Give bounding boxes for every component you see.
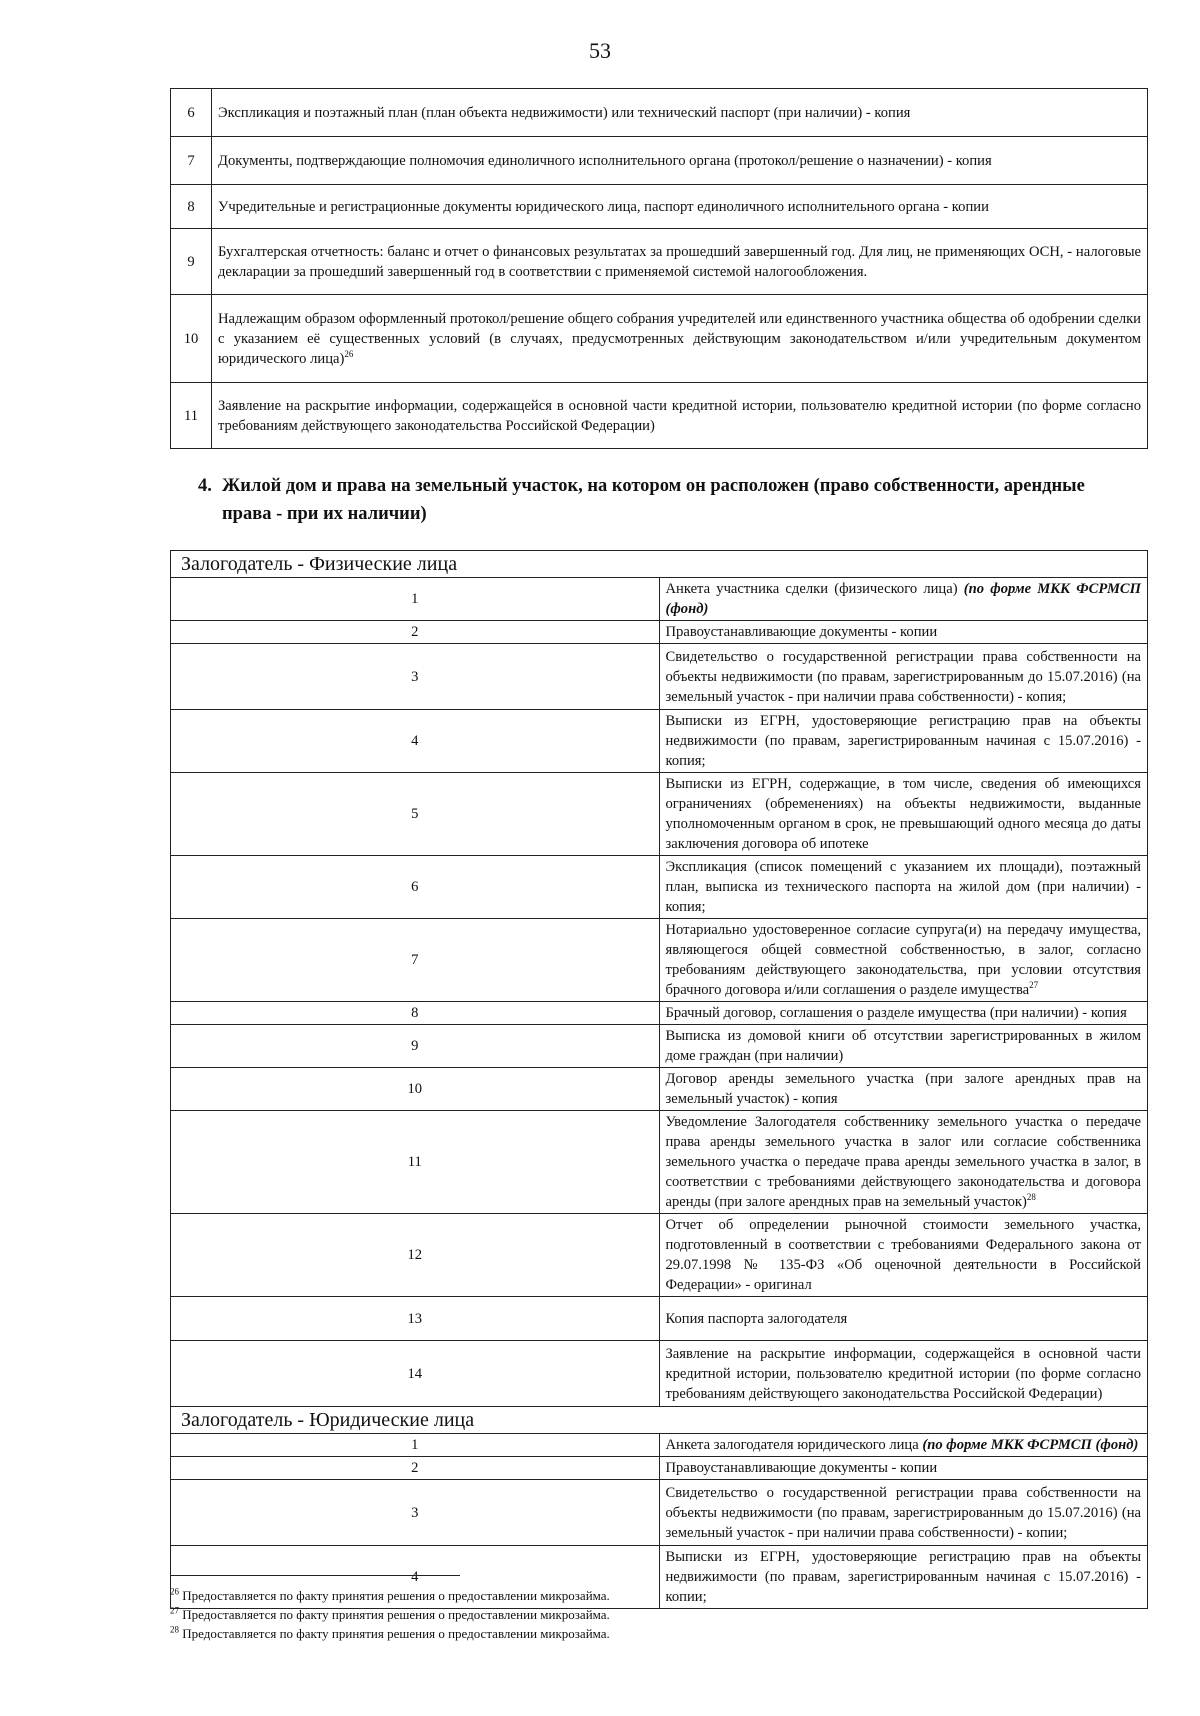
row-text: Договор аренды земельного участка (при залоге арендных прав на земельный участок) - копия: [665, 1071, 1141, 1107]
row-text-cell: [659, 1297, 1148, 1341]
row-text-cell: [212, 229, 1148, 295]
row-text: Брачный договор, соглашения о разделе имущества (при наличии) - копия: [665, 1005, 1127, 1021]
row-text: Бухгалтерская отчетность: баланс и отчет о финансовых результатах за прошедший завершенный год. Для лиц, не применяющих ОСН, - налоговые декларации за прошедший завершенный год в соответствии с применяемой системой налогообложения.: [218, 243, 1141, 280]
row-text: Выписки из ЕГРН, удостоверяющие регистрацию прав на объекты недвижимости (по правам, зарегистрированным начиная с 15.07.2016) - копия;: [665, 713, 1141, 769]
page-number: 53: [589, 38, 611, 63]
table-row: [171, 1341, 1148, 1407]
row-number: 5: [171, 773, 660, 856]
row-text-cell: [659, 1457, 1148, 1480]
row-text: Анкета участника сделки (физического лица): [665, 581, 958, 597]
row-number: 14: [171, 1341, 660, 1407]
table-row: [171, 1297, 1148, 1341]
row-number: 11: [171, 383, 212, 449]
row-text: Учредительные и регистрационные документы юридического лица, паспорт единоличного исполнительного органа - копии: [218, 198, 989, 215]
table-row: [171, 919, 1148, 1002]
table-row: [171, 1214, 1148, 1297]
footnote-text: Предоставляется по факту принятия решения о предоставлении микрозайма.: [182, 1607, 610, 1622]
row-form-note: (по форме МКК ФСРМСП (фонд): [922, 1437, 1139, 1453]
row-text: Заявление на раскрытие информации, содержащейся в основной части кредитной истории, пользователю кредитной истории (по форме согласно требованиям действующего законодательства Российской Федерации): [218, 397, 1141, 434]
row-number: 6: [171, 856, 660, 919]
footnote: [170, 1605, 1070, 1624]
row-number: 9: [171, 229, 212, 295]
table-row: [171, 1480, 1148, 1546]
row-text-cell: [659, 1434, 1148, 1457]
row-text-cell: [659, 1002, 1148, 1025]
table-row: [171, 137, 1148, 185]
group-title: Залогодатель - Физические лица: [171, 551, 1148, 578]
row-text-cell: [659, 710, 1148, 773]
row-text: Надлежащим образом оформленный протокол/решение общего собрания учредителей или единственного участника общества об одобрении сделки с указанием её существенных условий (в случаях, предусмотренных действующим законодательством и/или учредительным документом юридического лица): [218, 310, 1141, 367]
row-text: Копия паспорта залогодателя: [665, 1310, 848, 1327]
row-text-cell: [659, 919, 1148, 1002]
group-title: Залогодатель - Юридические лица: [171, 1407, 1148, 1434]
table-row: [171, 773, 1148, 856]
row-text: Правоустанавливающие документы - копии: [665, 624, 938, 640]
row-text-cell: [212, 137, 1148, 185]
footnote-mark: 27: [170, 1605, 179, 1616]
row-text-cell: [212, 295, 1148, 383]
footnotes: [170, 1575, 1070, 1643]
row-number: 7: [171, 137, 212, 185]
table-row: [171, 710, 1148, 773]
table-row: [171, 1434, 1148, 1457]
row-text-cell: [659, 1068, 1148, 1111]
table-row: [171, 89, 1148, 137]
table-row: [171, 856, 1148, 919]
group-header-row: [171, 551, 1148, 578]
row-text: Документы, подтверждающие полномочия единоличного исполнительного органа (протокол/решение о назначении) - копия: [218, 152, 992, 169]
table-row: [171, 1002, 1148, 1025]
table-row: [171, 229, 1148, 295]
footnote-mark: 28: [170, 1624, 179, 1635]
footnote: [170, 1624, 1070, 1643]
footnote-mark: 26: [170, 1586, 179, 1597]
table-row: [171, 295, 1148, 383]
footnote-ref: 28: [1026, 1192, 1036, 1203]
footnote-ref: 26: [344, 348, 354, 359]
table-row: [171, 1025, 1148, 1068]
footnote-divider: [170, 1575, 460, 1576]
row-text-cell: [659, 773, 1148, 856]
documents-table-continued: [170, 88, 1148, 449]
row-text: Уведомление Залогодателя собственнику земельного участка о передаче права аренды земельного участка в залог или согласие собственника земельного участка о передаче права аренды земельного участка в залог, в соответствии с требованиями действующего законодательства и договора аренды (при залоге арендных прав на земельный участок): [665, 1114, 1141, 1210]
row-text: Отчет об определении рыночной стоимости земельного участка, подготовленный в соответствии с требованиями Федерального закона от 29.07.1998 № 135-ФЗ «Об оценочной деятельности в Российской Федерации» - оригинал: [665, 1217, 1141, 1293]
row-text: Выписки из ЕГРН, удостоверяющие регистрацию прав на объекты недвижимости (по правам, зарегистрированным начиная с 15.07.2016) - копии;: [665, 1549, 1141, 1605]
row-number: 7: [171, 919, 660, 1002]
table-row: [171, 383, 1148, 449]
row-number: 4: [171, 710, 660, 773]
row-form-note: (по форме МКК ФСРМСП (фонд): [665, 581, 1142, 617]
row-text: Правоустанавливающие документы - копии: [665, 1460, 938, 1476]
row-text-cell: [659, 621, 1148, 644]
row-number: 10: [171, 1068, 660, 1111]
row-text: Свидетельство о государственной регистрации права собственности на объекты недвижимости (по правам, зарегистрированным до 15.07.2016) (на земельный участок - при наличии права собственности) - копия;: [665, 648, 1141, 705]
table-row: [171, 578, 1148, 621]
row-text-cell: [659, 644, 1148, 710]
row-number: 1: [171, 1434, 660, 1457]
row-number: 4: [171, 1546, 660, 1609]
row-number: 6: [171, 89, 212, 137]
row-text-cell: [212, 383, 1148, 449]
row-text: Анкета залогодателя юридического лица: [665, 1437, 919, 1453]
documents-table-house: [170, 550, 1148, 1609]
row-text: Экспликация и поэтажный план (план объекта недвижимости) или технический паспорт (при наличии) - копия: [218, 104, 911, 121]
section-title: Жилой дом и права на земельный участок, на котором он расположен (право собственности, арендные права - при их наличии): [222, 476, 1085, 524]
footnote-text: Предоставляется по факту принятия решения о предоставлении микрозайма.: [182, 1626, 610, 1641]
row-number: 2: [171, 1457, 660, 1480]
row-number: 9: [171, 1025, 660, 1068]
row-text-cell: [659, 578, 1148, 621]
row-text-cell: [659, 1341, 1148, 1407]
row-text: Заявление на раскрытие информации, содержащейся в основной части кредитной истории, пользователю кредитной истории (по форме согласно требованиям действующего законодательства Российской Федерации): [665, 1345, 1141, 1402]
table-row: [171, 1111, 1148, 1214]
table-row: [171, 1068, 1148, 1111]
footnote-text: Предоставляется по факту принятия решения о предоставлении микрозайма.: [182, 1588, 610, 1603]
footnote: [170, 1586, 1070, 1605]
row-text-cell: [659, 1111, 1148, 1214]
row-number: 1: [171, 578, 660, 621]
row-number: 10: [171, 295, 212, 383]
row-number: 8: [171, 1002, 660, 1025]
group-header-row: [171, 1407, 1148, 1434]
row-text-cell: [212, 185, 1148, 229]
row-text-cell: [659, 1480, 1148, 1546]
table-row: [171, 644, 1148, 710]
row-text: Выписка из домовой книги об отсутствии зарегистрированных в жилом доме граждан (при наличии): [665, 1028, 1141, 1064]
row-number: 11: [171, 1111, 660, 1214]
row-text: Экспликация (список помещений с указанием их площади), поэтажный план, выписка из технического паспорта на жилой дом (при наличии) - копия;: [665, 859, 1141, 915]
section-4-heading: [198, 472, 1122, 528]
row-text: Свидетельство о государственной регистрации права собственности на объекты недвижимости (по правам, зарегистрированным до 15.07.2016) (на земельный участок - при наличии права собственности) - копии;: [665, 1484, 1141, 1541]
footnote-ref: 27: [1029, 980, 1039, 991]
row-text: Нотариально удостоверенное согласие супруга(и) на передачу имущества, являющегося общей совместной собственностью, в залог, согласно требованиям действующего законодательства, при условии отсутствия брачного договора и/или соглашения о разделе имущества: [665, 922, 1141, 998]
table-row: [171, 621, 1148, 644]
row-text-cell: [659, 856, 1148, 919]
row-number: 12: [171, 1214, 660, 1297]
row-text-cell: [659, 1025, 1148, 1068]
section-number: 4.: [198, 476, 212, 496]
row-text-cell: [212, 89, 1148, 137]
row-number: 3: [171, 1480, 660, 1546]
table-row: [171, 185, 1148, 229]
row-text: Выписки из ЕГРН, содержащие, в том числе, сведения об имеющихся ограничениях (обременениях) на объекты недвижимости, выданные уполномоченным органом в срок, не превышающий одного месяца до даты заключения договора об ипотеке: [665, 776, 1141, 852]
table-row: [171, 1457, 1148, 1480]
row-number: 3: [171, 644, 660, 710]
row-text-cell: [659, 1214, 1148, 1297]
row-number: 13: [171, 1297, 660, 1341]
row-number: 8: [171, 185, 212, 229]
row-number: 2: [171, 621, 660, 644]
